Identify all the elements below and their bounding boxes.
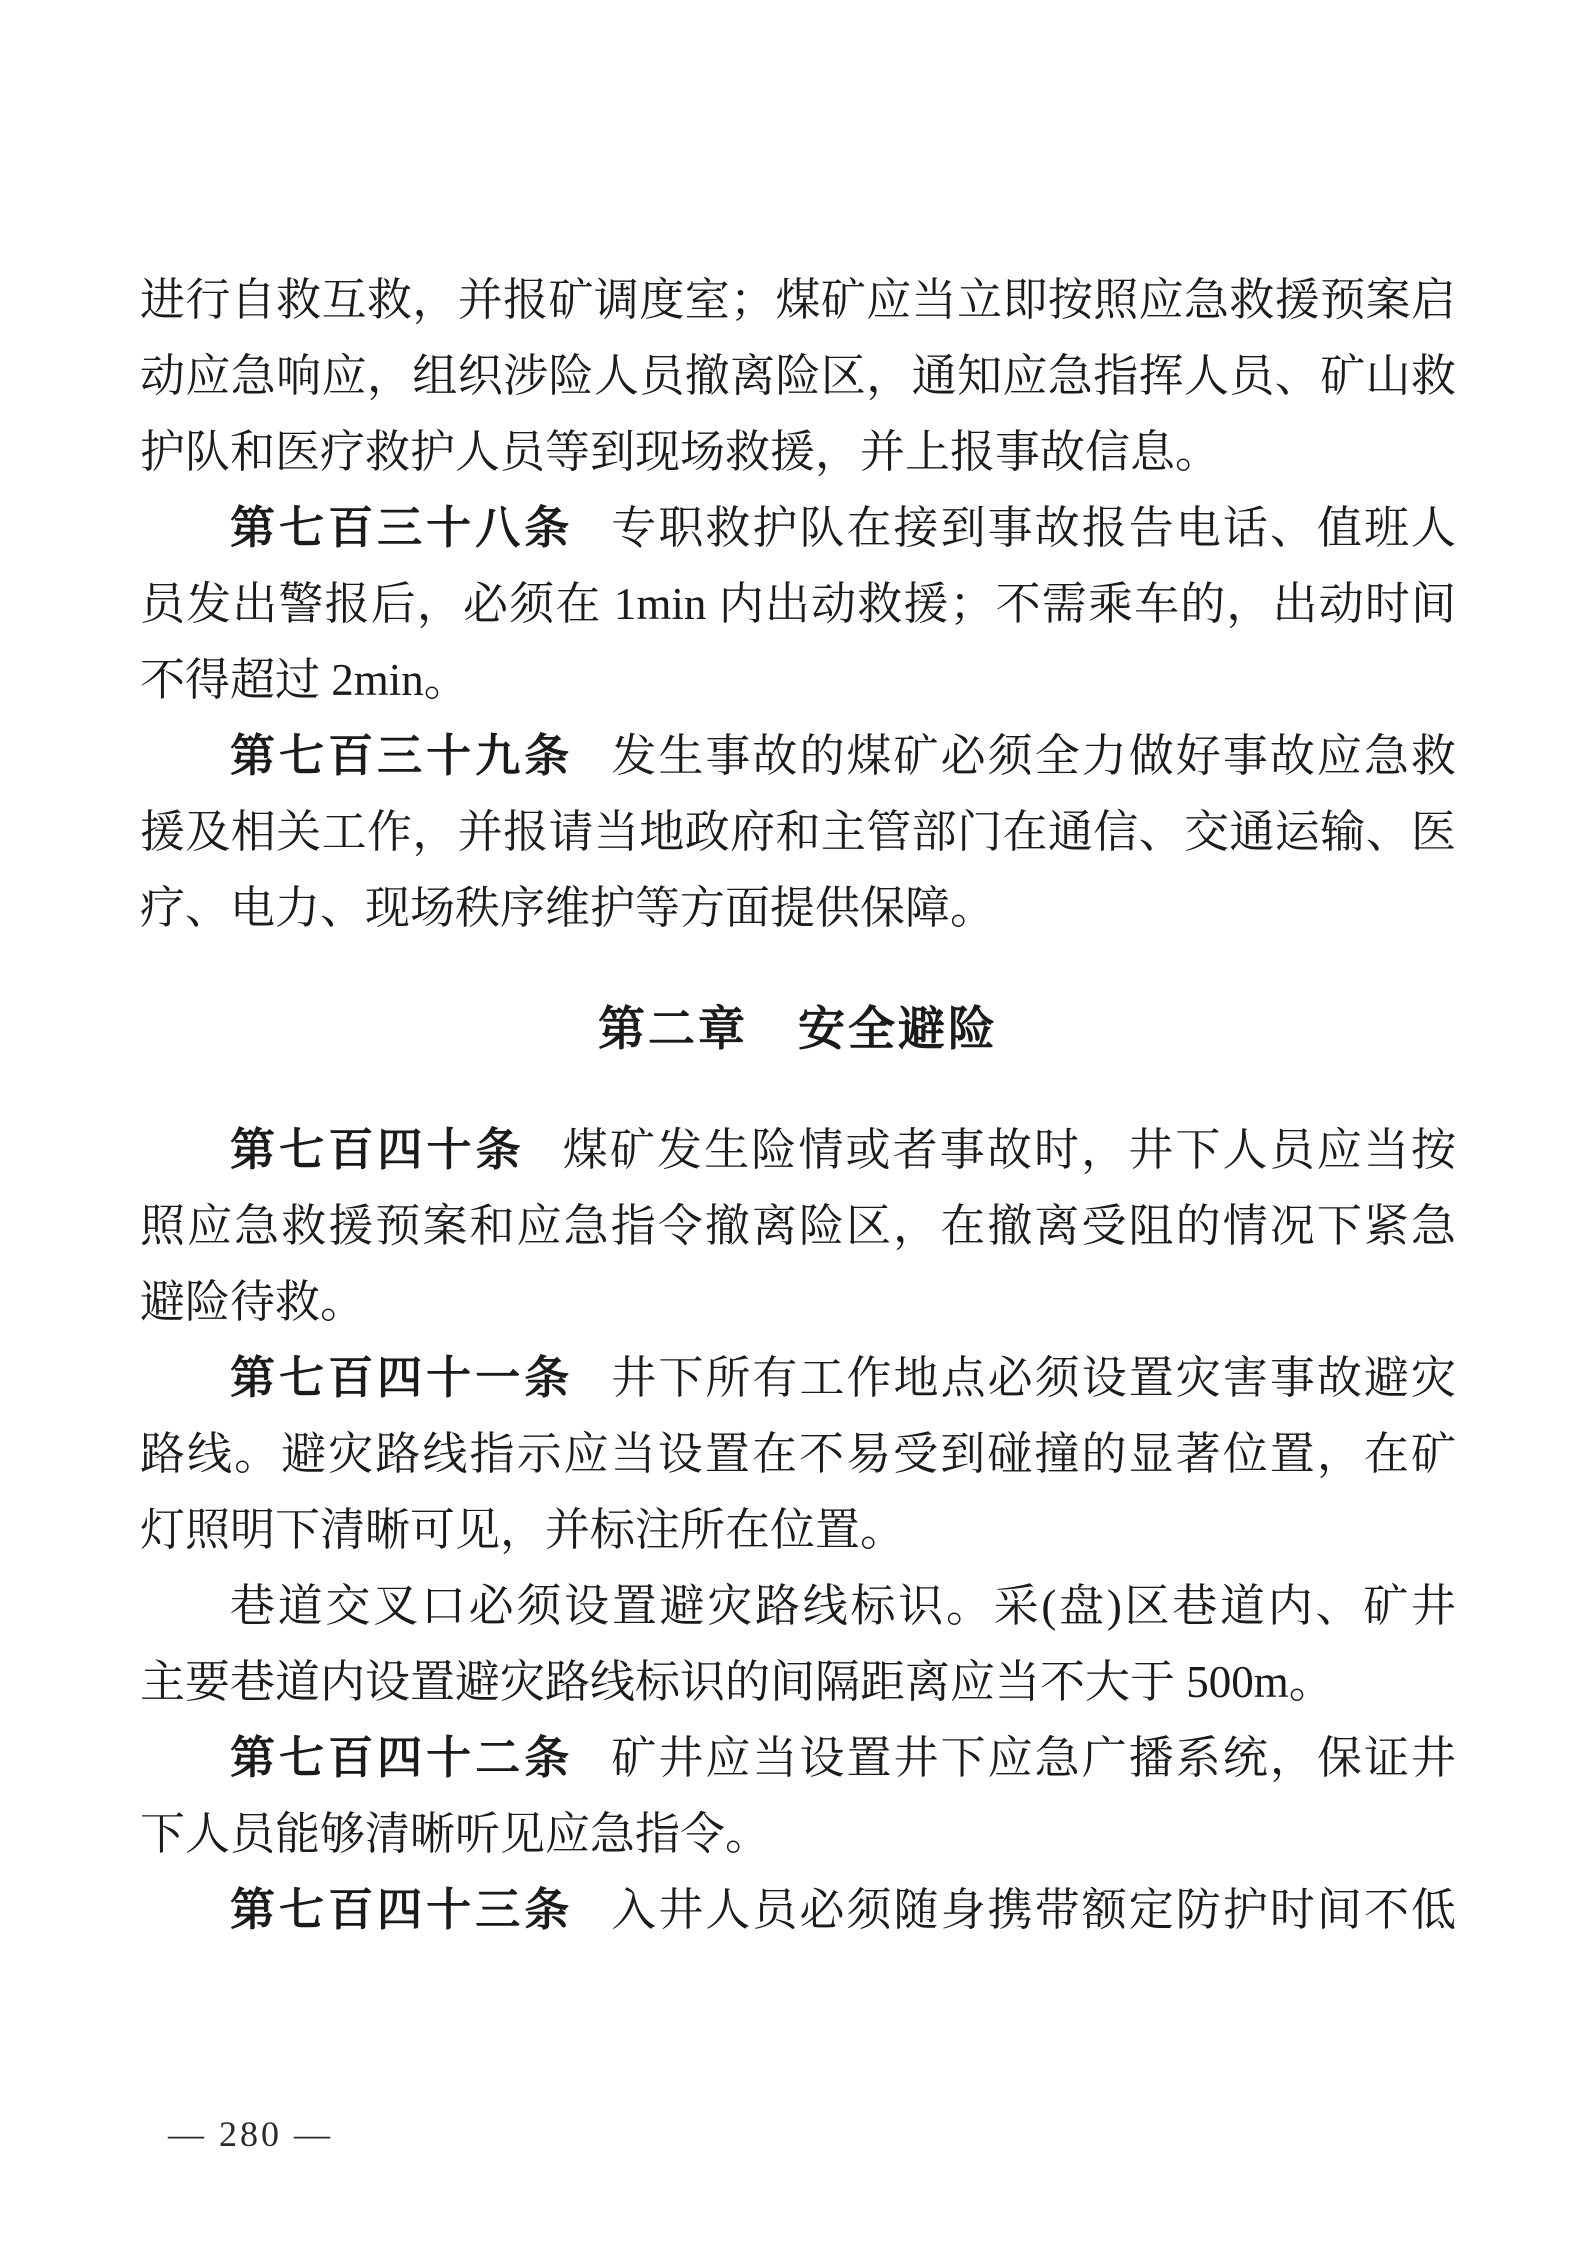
text-line xyxy=(140,1416,1456,1492)
line-text: 发生事故的煤矿必须全力做好事故应急救 xyxy=(611,731,1456,781)
article-number: 第七百三十九条 xyxy=(230,730,574,781)
article-number: 第七百四十一条 xyxy=(230,1352,574,1403)
text-line xyxy=(140,870,1456,946)
text-line xyxy=(140,1112,1456,1188)
line-text: 下人员能够清晰听见应急指令。 xyxy=(140,1809,771,1859)
line-text: 援及相关工作，并报请当地政府和主管部门在通信、交通运输、医 xyxy=(140,807,1456,857)
line-text: 疗、电力、现场秩序维护等方面提供保障。 xyxy=(140,883,996,933)
document-body xyxy=(140,262,1456,1948)
article-number: 第七百三十八条 xyxy=(230,502,574,553)
text-line xyxy=(140,642,1456,718)
line-text: 巷道交叉口必须设置避灾路线标识。采(盘)区巷道内、矿井 xyxy=(230,1581,1456,1631)
line-text: 进行自救互救，并报矿调度室；煤矿应当立即按照应急救援预案启 xyxy=(140,275,1456,325)
line-text: 护队和医疗救护人员等到现场救援，并上报事故信息。 xyxy=(140,427,1221,477)
text-line xyxy=(140,1264,1456,1340)
line-text: 入井人员必须随身携带额定防护时间不低 xyxy=(611,1885,1456,1935)
line-text: 动应急响应，组织涉险人员撤离险区，通知应急指挥人员、矿山救 xyxy=(140,351,1456,401)
text-line xyxy=(140,1340,1456,1416)
text-line xyxy=(140,490,1456,566)
text-line xyxy=(140,1872,1456,1948)
line-text: 主要巷道内设置避灾路线标识的间隔距离应当不大于 500m。 xyxy=(140,1657,1334,1707)
line-text: 员发出警报后，必须在 1min 内出动救援；不需乘车的，出动时间 xyxy=(140,579,1456,629)
line-text: 矿井应当设置井下应急广播系统，保证井 xyxy=(611,1733,1456,1783)
article-number: 第七百四十条 xyxy=(230,1124,525,1175)
page-number: — 280 — xyxy=(168,2114,333,2154)
line-text: 不得超过 2min。 xyxy=(140,655,469,705)
text-line xyxy=(140,718,1456,794)
line-text: 灯照明下清晰可见，并标注所在位置。 xyxy=(140,1505,906,1555)
text-line xyxy=(140,1568,1456,1644)
text-line xyxy=(140,794,1456,870)
text-line xyxy=(140,338,1456,414)
line-text: 照应急救援预案和应急指令撤离险区，在撤离受阻的情况下紧急 xyxy=(140,1201,1456,1251)
line-text: 专职救护队在接到事故报告电话、值班人 xyxy=(611,503,1456,553)
article-number: 第七百四十三条 xyxy=(230,1884,574,1935)
article-number: 第七百四十二条 xyxy=(230,1732,574,1783)
text-line xyxy=(140,1644,1456,1720)
text-line xyxy=(140,1796,1456,1872)
text-line xyxy=(140,1188,1456,1264)
text-line xyxy=(140,1492,1456,1568)
line-text: 路线。避灾路线指示应当设置在不易受到碰撞的显著位置，在矿 xyxy=(140,1429,1456,1479)
line-text: 避险待救。 xyxy=(140,1277,366,1327)
text-line xyxy=(140,414,1456,490)
line-text: 煤矿发生险情或者事故时，井下人员应当按 xyxy=(562,1125,1456,1175)
line-text: 井下所有工作地点必须设置灾害事故避灾 xyxy=(611,1353,1456,1403)
text-line xyxy=(140,262,1456,338)
text-line xyxy=(140,566,1456,642)
chapter-heading: 第二章 安全避险 xyxy=(598,1002,998,1055)
text-line xyxy=(140,1720,1456,1796)
